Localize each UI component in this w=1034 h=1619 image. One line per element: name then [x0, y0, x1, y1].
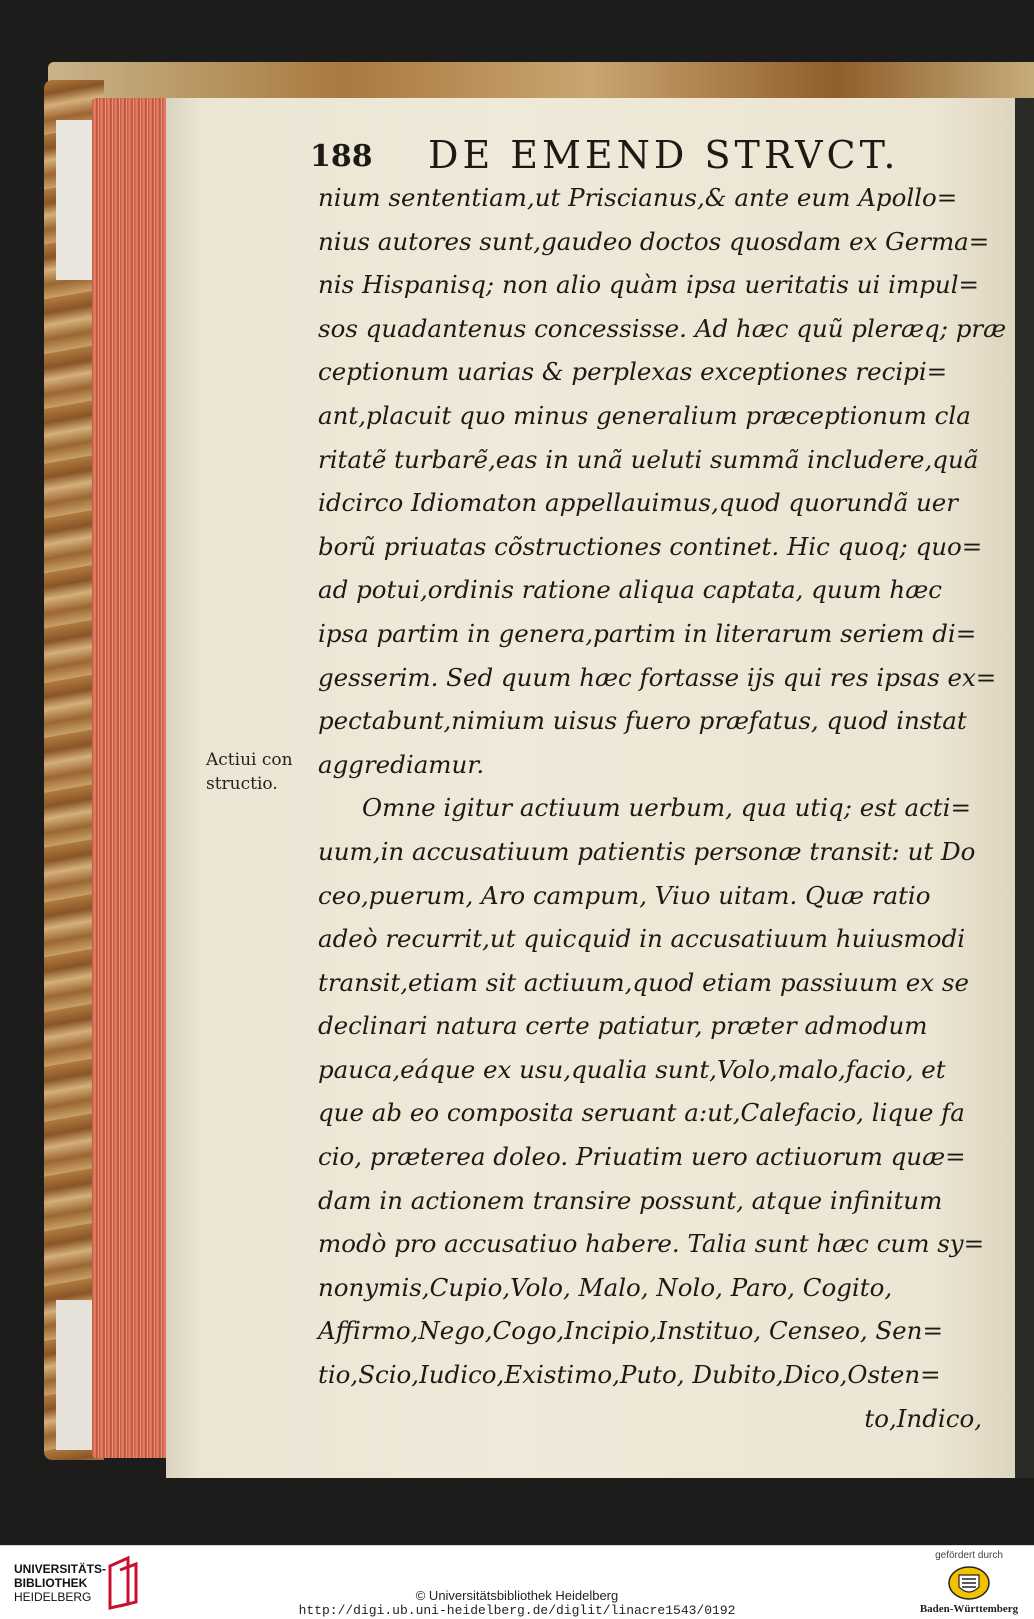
text-line: pectabunt,nimium uisus fuero præfatus, quod instat: [318, 706, 967, 736]
coat-of-arms-icon: [947, 1565, 991, 1601]
sponsor-block: [914, 1550, 1024, 1615]
sponsor-label: gefördert durch: [935, 1550, 1003, 1561]
copyright-text: © Universitätsbibliothek Heidelberg: [415, 1588, 619, 1603]
text-line: ceptionum uarias & perplexas exceptiones recipi=: [318, 357, 948, 387]
text-line: declinari natura certe patiatur, præter admodum: [318, 1011, 928, 1041]
page-shadow: [1015, 98, 1034, 1478]
margin-note-line: Actiui con: [206, 750, 293, 770]
footer-credits: [0, 1588, 1034, 1618]
text-line: nis Hispanisq; non alio quàm ipsa ueritatis ui impul=: [318, 270, 980, 300]
page-edges: [92, 98, 170, 1458]
text-line: ant,placuit quo minus generalium præceptionum cla: [318, 400, 971, 430]
text-line: que ab eo composita seruant a:ut,Calefacio, lique fa: [318, 1098, 965, 1128]
text-line: cio, præterea doleo. Priuatim uero actiuorum quæ=: [318, 1142, 966, 1172]
text-line: ceo,puerum, Aro campum, Viuo uitam. Quæ ratio: [318, 880, 931, 910]
text-line: to,Indico,: [864, 1403, 982, 1433]
text-line: nius autores sunt,gaudeo doctos quosdam ex Germa=: [318, 226, 990, 256]
text-line: modò pro accusatiuo habere. Talia sunt hæc cum sy=: [318, 1229, 985, 1259]
text-line: transit,etiam sit actiuum,quod etiam passiuum ex se: [318, 967, 969, 997]
text-line: borũ priuatas cõstructiones continet. Hic quoq; quo=: [318, 531, 983, 561]
text-line: ad potui,ordinis ratione aliqua captata, quum hæc: [318, 575, 942, 605]
page-number: 188: [310, 139, 373, 174]
text-line: sos quadantenus concessisse. Ad hæc quũ pleræq; præ: [318, 313, 1007, 343]
text-line: adeò recurrit,ut quicquid in accusatiuum huiusmodi: [318, 924, 966, 954]
text-line: pauca,eáque ex usu,qualia sunt,Volo,malo,facio, et: [318, 1054, 946, 1084]
text-line: nonymis,Cupio,Volo, Malo, Nolo, Paro, Cogito,: [318, 1272, 893, 1302]
library-name-line: BIBLIOTHEK: [14, 1576, 88, 1590]
text-line: ritatẽ turbarẽ,eas in unã ueluti summã includere,quã: [318, 444, 979, 474]
text-line: nium sententiam,ut Priscianus,& ante eum Apollo=: [318, 183, 958, 212]
library-name-line: UNIVERSITÄTS-: [14, 1562, 107, 1576]
running-head: DE EMEND STRVCT.: [428, 133, 900, 177]
permalink[interactable]: http://digi.ub.uni-heidelberg.de/diglit/linacre1543/0192: [298, 1603, 736, 1618]
margin-note-line: structio.: [206, 774, 278, 794]
body-text: [318, 176, 1007, 1440]
text-line: Omne igitur actiuum uerbum, qua utiq; est acti=: [362, 793, 971, 823]
text-line: uum,in accusatiuum patientis personæ transit: ut Do: [318, 836, 976, 866]
library-name-line: HEIDELBERG: [14, 1590, 92, 1604]
text-line: Affirmo,Nego,Cogo,Incipio,Instituo, Censeo, Sen=: [318, 1316, 943, 1346]
text-line: idcirco Idiomaton appellauimus,quod quorundã uer: [318, 488, 958, 518]
sponsor-name: Baden-Württemberg: [919, 1603, 1019, 1615]
text-line: gesserim. Sed quum hæc fortasse ijs qui res ipsas ex=: [318, 662, 997, 692]
text-line: ipsa partim in genera,partim in literarum seriem di=: [318, 618, 977, 648]
text-line: tio,Scio,Iudico,Existimo,Puto, Dubito,Dico,Osten=: [318, 1360, 941, 1390]
text-line: aggrediamur.: [318, 749, 485, 779]
footer-bar: [0, 1545, 1034, 1619]
text-line: dam in actionem transire possunt, atque infinitum: [318, 1185, 943, 1215]
margin-note: [206, 748, 316, 796]
